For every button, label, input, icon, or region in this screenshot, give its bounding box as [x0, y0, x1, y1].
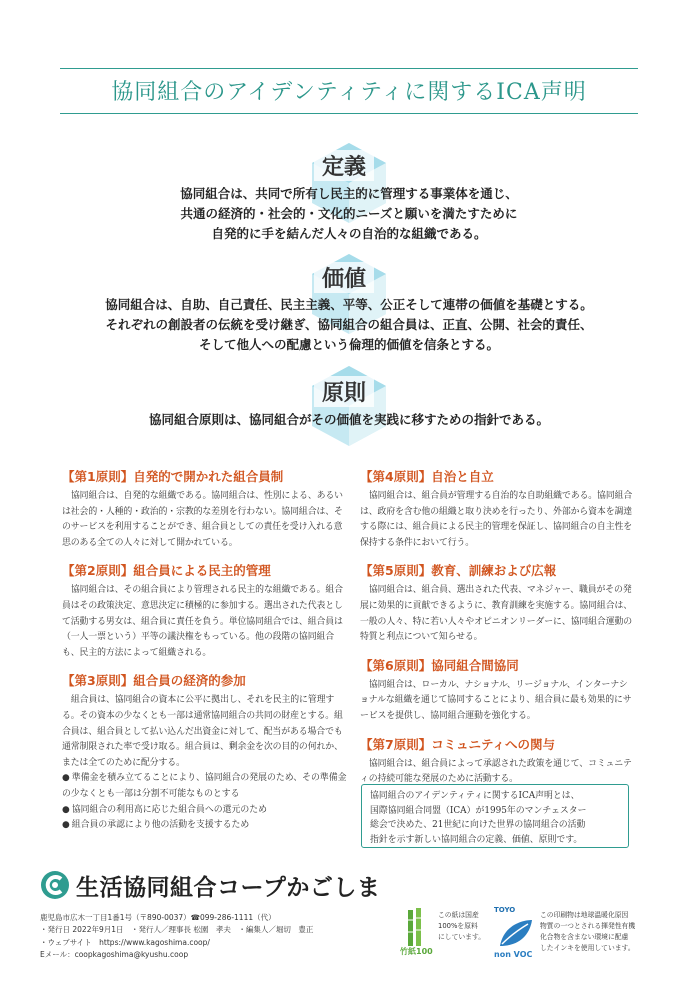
definition-text: 協同組合は、共同で所有し民主的に管理する事業体を通じ、 共通の経済的・社会的・文化的ニーズと願いを満たすために 自発的に手を結んだ人々の自治的な組織である。 — [180, 186, 518, 241]
principle-body: 協同組合は、組合員が管理する自治的な自助組織である。協同組合は、政府を含む他の組織と取り決めを行ったり、外部から資本を調達する際には、組合員による民主的管理を保証し、協同組合の自主性を保持する条件において行う。 — [360, 491, 633, 548]
list-item: ● 準備金を積み立てることにより、協同組合の発展のため、その準備金の少なくとも一部は分割不可能なものとする — [62, 771, 350, 802]
title-frame — [60, 68, 638, 114]
principle-heading: 【第6原則】協同組合間協同 — [360, 657, 519, 673]
principle-4 — [360, 467, 634, 551]
principle-7 — [360, 735, 634, 788]
values-text: 協同組合は、自助、自己責任、民主主義、平等、公正そして連帯の価値を基礎とする。 それぞれの創設者の伝統を受け継ぎ、協同組合の組合員は、正直、公開、社会的責任、 そして他人への配慮という倫理的価値を信条とする。 — [105, 297, 593, 352]
coop-logo — [40, 868, 380, 902]
principle-6 — [360, 656, 634, 725]
website-link[interactable]: ・ウェブサイト https://www.kagoshima.coop/ — [40, 937, 210, 947]
principle-heading: 【第3原則】組合員の経済的参加 — [62, 673, 246, 689]
principle-heading: 【第4原則】自治と自立 — [360, 469, 494, 484]
publisher-info: 鹿児島市広木一丁目1番1号（〒890-0037）☎099-286-1111（代） ・発行日 2022年9月1日 ・発行人／理事長 松園 孝夫 ・編集人／堀切 豊正 ・ウェブサイト https://www.kagoshima.coop/ Eメール：coopkagoshima@kyushu.coop — [40, 912, 313, 962]
principles-text: 協同組合原則は、協同組合がその価値を実践に移すための指針である。 — [148, 412, 549, 427]
left-column — [62, 467, 350, 834]
bamboo-label: 竹紙100 — [400, 947, 433, 956]
definition-heading: 定義 — [314, 150, 374, 181]
bamboo-paper-mark — [400, 906, 486, 960]
distribution-list — [62, 771, 350, 833]
principle-body: 協同組合は、その組合員により管理される民主的な組織である。組合員はその政策決定、意思決定に積極的に参加する。選出された代表として活動する男女は、組合員に責任を負う。単位協同組合では、組合員は（一人一票という）平等の議決権をもっている。他の段階の協同組合も、民主的方法によって組織される。 — [62, 585, 343, 658]
logo-text: 生活協同組合コープかごしま — [76, 874, 381, 901]
list-item: ● 組合員の承認により他の活動を支援するため — [62, 818, 350, 834]
principle-5 — [360, 561, 634, 645]
ica-note-box: 協同組合のアイデンティティに関するICA声明とは、 国際協同組合同盟（ICA）が1995年のマンチェスター 総会で決めた、21世紀に向けた世界の協同組合の活動 指針を示す新しい協同組合の定義、価値、原則です。 — [361, 784, 629, 848]
principle-heading: 【第2原則】組合員による民主的管理 — [62, 563, 271, 579]
principle-body: 協同組合は、ローカル、ナショナル、リージョナル、インターナショナルな組織を通じて協同することにより、組合員に最も効果的にサービスを提供し、協同組合運動を強化する。 — [360, 679, 632, 721]
bamboo-text: この紙は国産 100%を原料 にしています。 — [438, 911, 486, 941]
principle-body: 協同組合は、組合員によって承認された政策を通じて、コミュニティの持続可能な発展のために活動する。 — [360, 758, 632, 785]
principle-heading: 【第5原則】教育、訓練および広報 — [360, 563, 557, 579]
values-heading: 価値 — [314, 262, 374, 293]
non-voc-text: この印刷物は地球温暖化原因 物質の一つとされる揮発性有機 化合物を含まない環境に配慮 したインキを使用しています。 — [540, 911, 636, 952]
principle-body: 協同組合は、組合員、選出された代表、マネジャー、職員がその発展に効果的に貢献できるように、教育訓練を実施する。協同組合は、一般の人々、特に若い人々やオピニオンリーダーに、協同組合運動の特質と利点について知らせる。 — [360, 585, 633, 643]
principles-heading: 原則 — [314, 376, 374, 407]
non-voc-label: non VOC — [494, 950, 533, 959]
page-title: 協同組合のアイデンティティに関するICA声明 — [111, 80, 587, 105]
leaf-icon — [496, 916, 536, 950]
principle-2 — [62, 561, 350, 661]
principle-body: 組合員は、協同組合の資本に公平に拠出し、それを民主的に管理する。その資本の少なくとも一部は通常協同組合の共同の財産とする。組合員は、組合員として払い込んだ出資金に対して、配当がある場合でも通常制限された率で受け取る。組合員は、剰余金を次の目的の何れか、または全てのために配分する。 — [62, 695, 343, 768]
right-column — [360, 467, 634, 798]
toyo-label: TOYO — [494, 906, 516, 914]
principle-heading: 【第7原則】コミュニティへの関与 — [360, 736, 555, 752]
principle-3 — [62, 671, 350, 833]
coop-logo-icon — [40, 870, 70, 900]
email-link[interactable]: Eメール：coopkagoshima@kyushu.coop — [40, 950, 189, 960]
principle-body: 協同組合は、自発的な組織である。協同組合は、性別による、あるいは社会的・人種的・政治的・宗教的な差別を行わない。協同組合は、そのサービスを利用することができ、組合員としての責任を受け入れる意思のある全ての人々に対して開かれている。 — [62, 491, 343, 548]
principle-heading: 【第1原則】自発的で開かれた組合員制 — [62, 469, 284, 484]
list-item: ● 協同組合の利用高に応じた組合員への還元のため — [62, 803, 350, 819]
principle-1 — [62, 467, 350, 551]
